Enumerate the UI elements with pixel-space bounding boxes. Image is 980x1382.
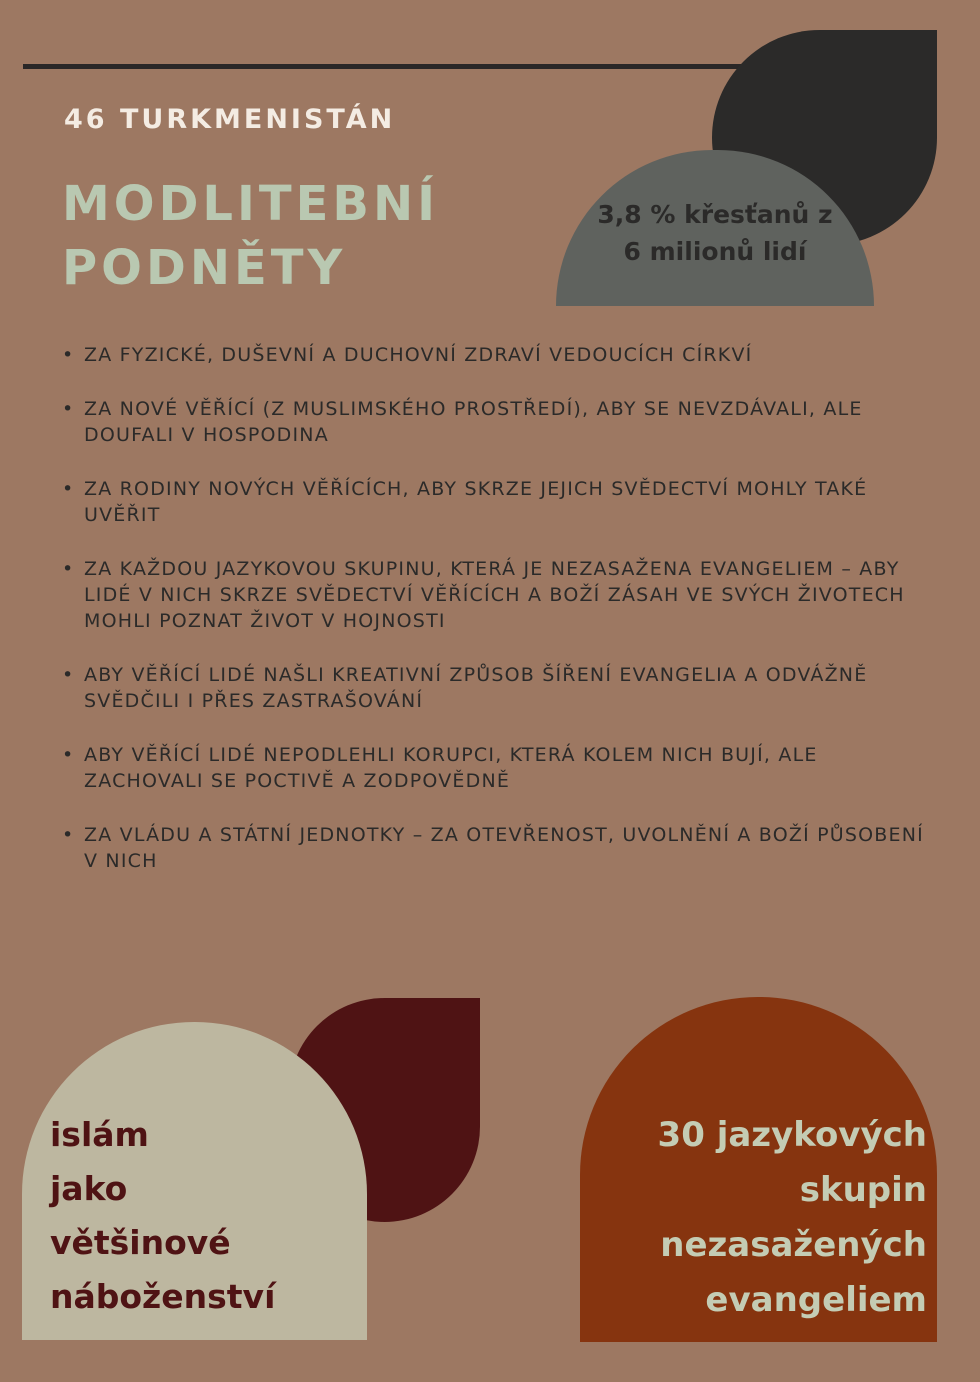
prayer-text: ZA VLÁDU A STÁTNÍ JEDNOTKY – ZA OTEVŘENOST, UVOLNĚNÍ A BOŽÍ PŮSOBENÍ V NICH <box>84 824 924 872</box>
bullet-icon: • <box>62 664 75 686</box>
bullet-icon: • <box>62 344 75 366</box>
language-groups-text <box>580 1108 927 1328</box>
prayer-text: ZA KAŽDOU JAZYKOVOU SKUPINU, KTERÁ JE NEZASAŽENA EVANGELIEM – ABY LIDÉ V NICH SKRZE SVĚDECTVÍ VĚŘÍCÍCH A BOŽÍ ZÁSAH VE SVÝCH ŽIVOTECH MOHLI POZNAT ŽIVOT V HOJNOSTI <box>84 558 905 632</box>
title-line-1: MODLITEBNÍ <box>62 176 440 232</box>
bullet-icon: • <box>62 744 75 766</box>
prayer-text: ZA RODINY NOVÝCH VĚŘÍCÍCH, ABY SKRZE JEJICH SVĚDECTVÍ MOHLY TAKÉ UVĚŘIT <box>84 478 868 526</box>
page-title <box>62 172 542 300</box>
country-subtitle: 46 TURKMENISTÁN <box>64 104 396 135</box>
top-divider-line <box>23 64 743 69</box>
stat-line-1: 3,8 % křesťanů z <box>597 200 833 229</box>
prayer-item <box>60 342 940 368</box>
population-stat-text <box>556 196 874 270</box>
bullet-icon: • <box>62 398 75 420</box>
prayer-text: ZA FYZICKÉ, DUŠEVNÍ A DUCHOVNÍ ZDRAVÍ VEDOUCÍCH CÍRKVÍ <box>84 344 753 366</box>
bullet-icon: • <box>62 824 75 846</box>
prayer-item <box>60 662 940 714</box>
religion-line-3: většinové <box>50 1223 231 1262</box>
religion-line-2: jako <box>50 1169 128 1208</box>
prayer-item <box>60 822 940 874</box>
prayer-item <box>60 556 940 634</box>
religion-line-4: náboženství <box>50 1277 276 1316</box>
prayer-item <box>60 396 940 448</box>
prayer-text: ABY VĚŘÍCÍ LIDÉ NAŠLI KREATIVNÍ ZPŮSOB ŠÍŘENÍ EVANGELIA A ODVÁŽNĚ SVĚDČILI I PŘES ZASTRAŠOVÁNÍ <box>84 664 868 712</box>
religion-line-1: islám <box>50 1115 149 1154</box>
title-line-2: PODNĚTY <box>62 240 347 296</box>
language-line-1: 30 jazykových <box>657 1115 927 1155</box>
stat-line-2: 6 milionů lidí <box>623 237 807 266</box>
bullet-icon: • <box>62 558 75 580</box>
language-line-3: nezasažených <box>660 1225 927 1265</box>
language-line-4: evangeliem <box>705 1280 927 1320</box>
language-line-2: skupin <box>799 1170 927 1210</box>
prayer-item <box>60 742 940 794</box>
prayer-list <box>60 342 940 902</box>
prayer-text: ZA NOVÉ VĚŘÍCÍ (Z MUSLIMSKÉHO PROSTŘEDÍ), ABY SE NEVZDÁVALI, ALE DOUFALI V HOSPODINA <box>84 398 863 446</box>
bullet-icon: • <box>62 478 75 500</box>
religion-text <box>50 1108 350 1324</box>
prayer-item <box>60 476 940 528</box>
prayer-text: ABY VĚŘÍCÍ LIDÉ NEPODLEHLI KORUPCI, KTERÁ KOLEM NICH BUJÍ, ALE ZACHOVALI SE POCTIVĚ A ZODPOVĚDNĚ <box>84 744 818 792</box>
